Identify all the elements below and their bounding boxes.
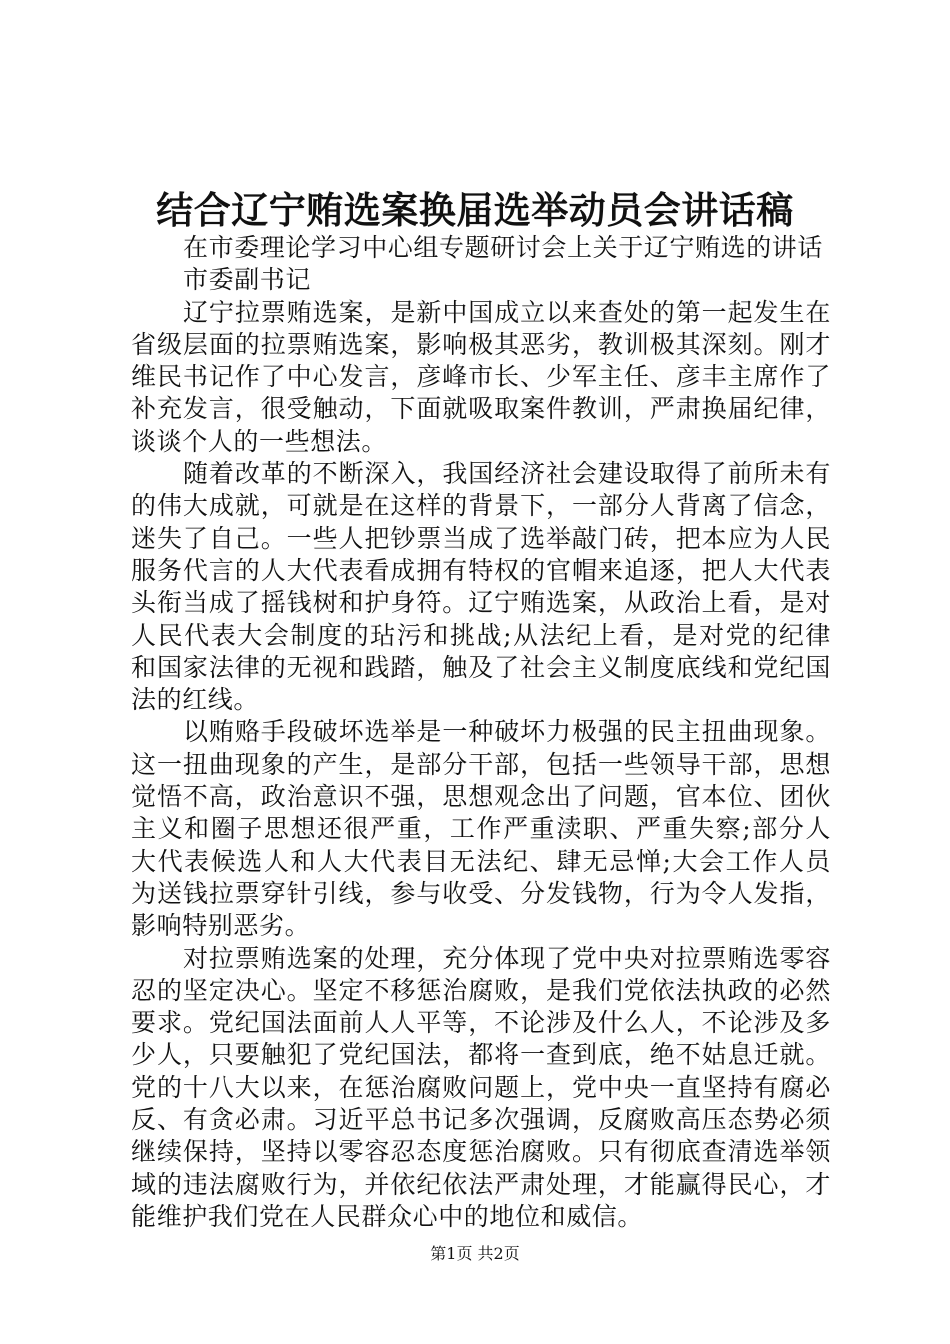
paragraph-1: 辽宁拉票贿选案，是新中国成立以来查处的第一起发生在省级层面的拉票贿选案，影响极其恶劣，教训极其深刻。刚才维民书记作了中心发言，彦峰市长、少军主任、彦丰主席作了补充发言，很受触动，下面就吸取案件教训，严肃换届纪律，谈谈个人的一些想法。 — [131, 297, 831, 456]
paragraph-2: 随着改革的不断深入，我国经济社会建设取得了前所未有的伟大成就，可就是在这样的背景下，一部分人背离了信念，迷失了自己。一些人把钞票当成了选举敲门砖，把本应为人民服务代言的人大代表看成拥有特权的官帽来追逐，把人大代表头衔当成了摇钱树和护身符。辽宁贿选案，从政治上看，是对人民代表大会制度的玷污和挑战;从法纪上看，是对党的纪律和国家法律的无视和践踏，触及了社会主义制度底线和党纪国法的红线。 — [131, 459, 831, 715]
subtitle-line: 在市委理论学习中心组专题研讨会上关于辽宁贿选的讲话 — [183, 233, 824, 262]
paragraph-4: 对拉票贿选案的处理，充分体现了党中央对拉票贿选零容忍的坚定决心。坚定不移惩治腐败，是我们党依法执政的必然要求。党纪国法面前人人平等，不论涉及什么人，不论涉及多少人，只要触犯了党纪国法，都将一查到底，绝不姑息迁就。党的十八大以来，在惩治腐败问题上，党中央一直坚持有腐必反、有贪必肃。习近平总书记多次强调，反腐败高压态势必须继续保持，坚持以零容忍态度惩治腐败。只有彻底查清选举领域的违法腐败行为，并依纪依法严肃处理，才能赢得民心，才能维护我们党在人民群众心中的地位和威信。 — [131, 943, 831, 1231]
page-footer: 第1页 共2页 — [430, 1244, 520, 1263]
document-title: 结合辽宁贿选案换届选举动员会讲话稿 — [156, 188, 794, 232]
paragraph-3: 以贿赂手段破坏选举是一种破坏力极强的民主扭曲现象。这一扭曲现象的产生，是部分干部，包括一些领导干部，思想觉悟不高，政治意识不强，思想观念出了问题，官本位、团伙主义和圈子思想还很严重，工作严重渎职、严重失察;部分人大代表候选人和人大代表目无法纪、肆无忌惮;大会工作人员为送钱拉票穿针引线，参与收受、分发钱物，行为令人发指，影响特别恶劣。 — [131, 717, 831, 941]
document-body — [131, 232, 831, 1233]
author-line: 市委副书记 — [183, 265, 312, 295]
